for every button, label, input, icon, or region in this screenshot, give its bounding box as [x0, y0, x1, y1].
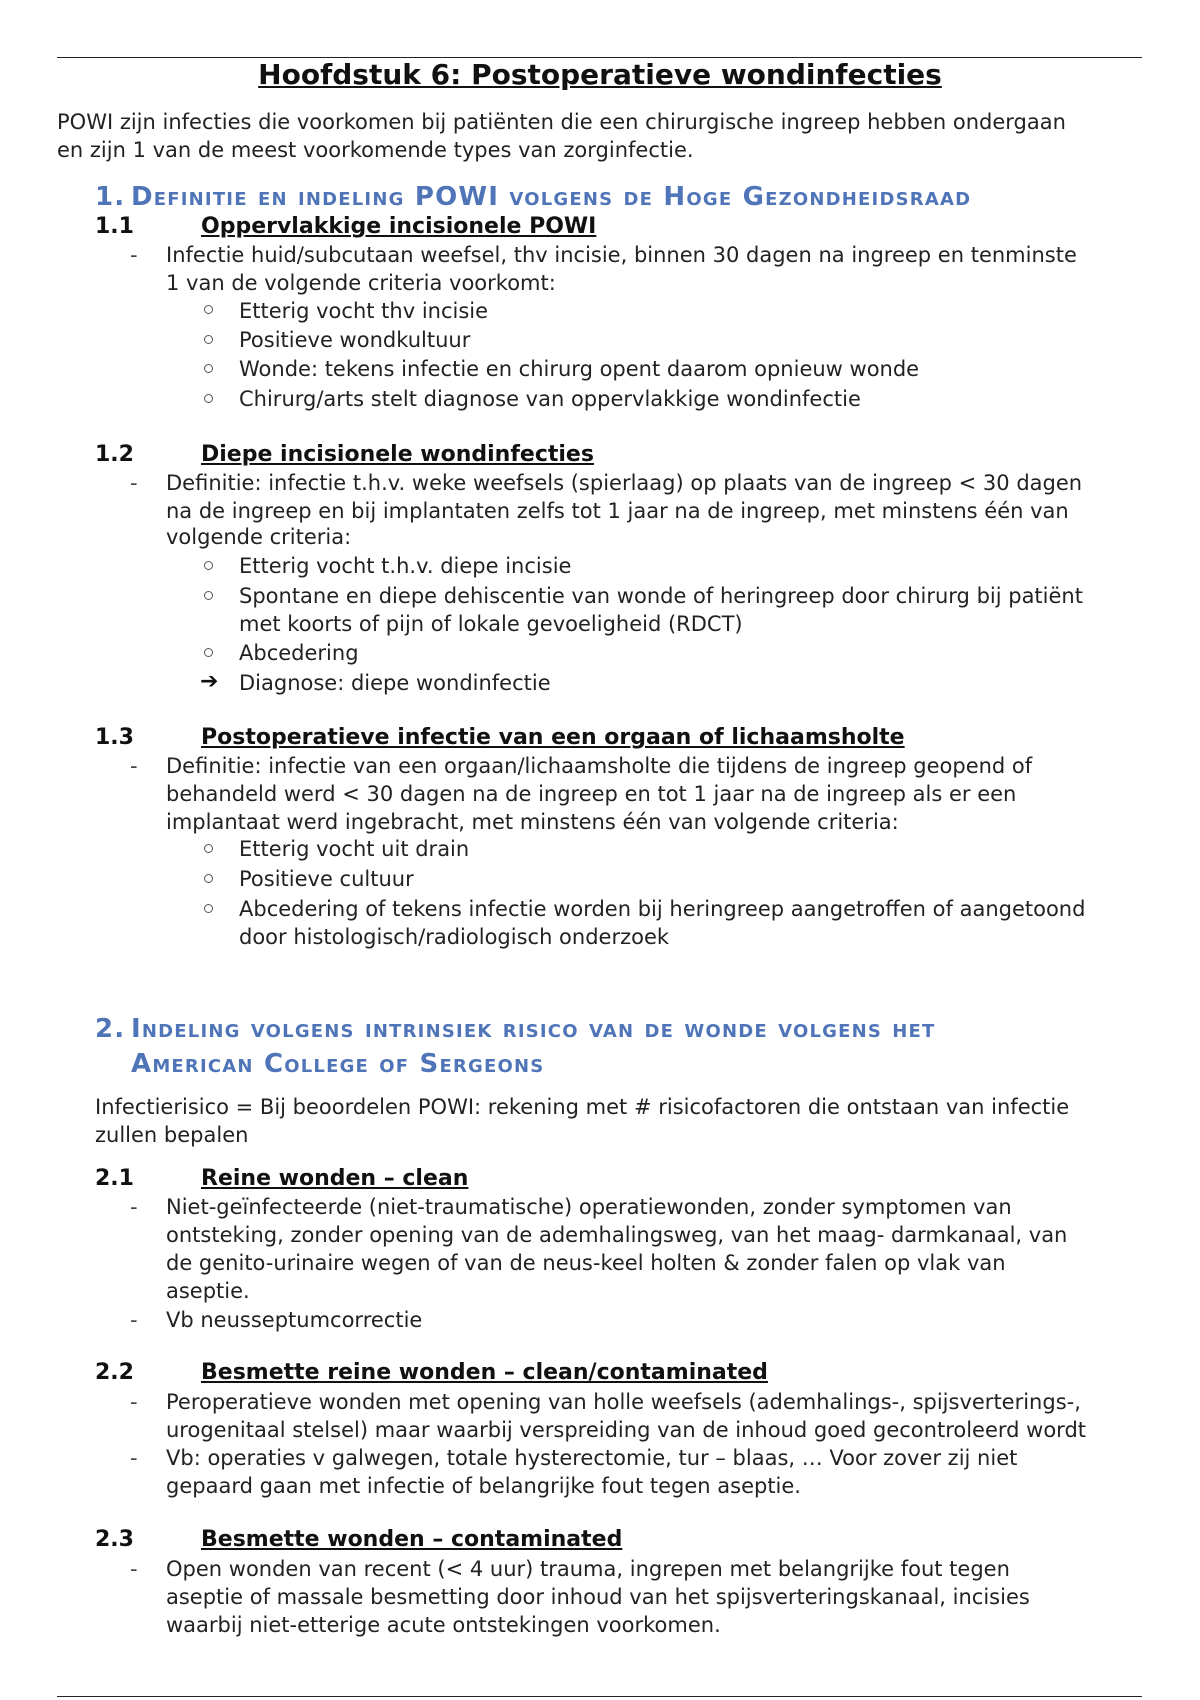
bullet-dash: - [130, 1308, 138, 1332]
subsection-1-2-diagnosis: Diagnose: diepe wondinfectie [239, 671, 551, 695]
subsection-1-2-bullet-line-3: volgende criteria: [166, 525, 352, 549]
subsection-1-3-bullet-line-2: behandeld werd < 30 dagen na de ingreep en tot 1 jaar na de ingreep als er een [166, 782, 1017, 806]
circle-bullet-icon [204, 844, 213, 853]
subsection-1-3-item-2: Positieve cultuur [239, 867, 414, 891]
circle-bullet-icon [204, 394, 213, 403]
circle-bullet-icon [204, 335, 213, 344]
circle-bullet-icon [204, 364, 213, 373]
subsection-1-3-item-3-line-2: door histologisch/radiologisch onderzoek [239, 925, 670, 949]
subsection-2-3-bullet-line-2: aseptie of massale besmetting door inhoud van het spijsverteringskanaal, incisies [166, 1585, 1030, 1609]
subsection-1-2-item-2-line-1: Spontane en diepe dehiscentie van wonde of heringreep door chirurg bij patiënt [239, 584, 1083, 608]
subsection-2-3-bullet-line-1: Open wonden van recent (< 4 uur) trauma, ingrepen met belangrijke fout tegen [166, 1557, 1010, 1581]
section-2-intro-line-2: zullen bepalen [95, 1123, 249, 1147]
circle-bullet-icon [204, 561, 213, 570]
section-2-title-line-2: American College of Sergeons [131, 1049, 545, 1079]
subsection-2-3-number: 2.3 [95, 1527, 134, 1552]
subsection-2-2-number: 2.2 [95, 1360, 134, 1385]
bullet-dash: - [130, 754, 138, 778]
subsection-2-2-bullet-1-line-2: urogenitaal stelsel) maar waarbij verspreiding van de inhoud goed gecontroleerd wordt [166, 1418, 1087, 1442]
subsection-1-2-number: 1.2 [95, 442, 134, 467]
subsection-1-2-item-2-line-2: met koorts of pijn of lokale gevoeligheid (RDCT) [239, 612, 743, 636]
bullet-dash: - [130, 243, 138, 267]
section-2-number: 2. [95, 1014, 126, 1044]
page-title: Hoofdstuk 6: Postoperatieve wondinfecties [258, 58, 942, 91]
section-1-number: 1. [95, 182, 126, 212]
subsection-2-2-bullet-2-line-2: gepaard gaan met infectie of belangrijke fout tegen aseptie. [166, 1474, 801, 1498]
subsection-1-3-title: Postoperatieve infectie van een orgaan of lichaamsholte [201, 725, 905, 750]
subsection-2-2-bullet-1-line-1: Peroperatieve wonden met opening van holle weefsels (ademhalings-, spijsverterings-, [166, 1390, 1081, 1414]
circle-bullet-icon [204, 591, 213, 600]
section-2-heading [95, 1012, 936, 1046]
subsection-1-3-bullet-line-3: implantaat werd ingebracht, met minstens één van volgende criteria: [166, 810, 899, 834]
subsection-1-2-heading [95, 441, 594, 469]
subsection-2-1-bullet-1-line-1: Niet-geïnfecteerde (niet-traumatische) operatiewonden, zonder symptomen van [166, 1195, 1012, 1219]
subsection-1-1-item-1: Etterig vocht thv incisie [239, 299, 489, 323]
subsection-1-2-bullet-line-2: na de ingreep en bij implantaten zelfs tot 1 jaar na de ingreep, met minstens één van [166, 499, 1069, 523]
subsection-1-1-number: 1.1 [95, 214, 134, 239]
subsection-2-1-bullet-1-line-3: de genito-urinaire wegen of van de neus-keel holten & zonder falen op vlak van [166, 1251, 1006, 1275]
subsection-1-1-item-4: Chirurg/arts stelt diagnose van oppervlakkige wondinfectie [239, 387, 861, 411]
bullet-dash: - [130, 1557, 138, 1581]
subsection-1-2-item-1: Etterig vocht t.h.v. diepe incisie [239, 554, 572, 578]
bullet-dash: - [130, 1390, 138, 1414]
circle-bullet-icon [204, 305, 213, 314]
intro-line-2: en zijn 1 van de meest voorkomende types van zorginfectie. [57, 138, 694, 162]
subsection-2-2-bullet-2-line-1: Vb: operaties v galwegen, totale hysterectomie, tur – blaas, … Voor zover zij niet [166, 1446, 1018, 1470]
subsection-1-3-item-3-line-1: Abcedering of tekens infectie worden bij heringreep aangetroffen of aangetoond [239, 897, 1086, 921]
bottom-rule [57, 1696, 1142, 1697]
bullet-dash: - [130, 1195, 138, 1219]
subsection-2-3-title: Besmette wonden – contaminated [201, 1527, 623, 1552]
subsection-1-1-heading [95, 213, 596, 241]
subsection-2-2-title: Besmette reine wonden – clean/contaminated [201, 1360, 768, 1385]
subsection-1-2-title: Diepe incisionele wondinfecties [201, 442, 594, 467]
subsection-1-1-title: Oppervlakkige incisionele POWI [201, 214, 597, 239]
section-2-intro-line-1: Infectierisico = Bij beoordelen POWI: rekening met # risicofactoren die ontstaan van infectie [95, 1095, 1070, 1119]
subsection-2-1-bullet-2: Vb neusseptumcorrectie [166, 1308, 423, 1332]
subsection-2-1-title: Reine wonden – clean [201, 1166, 469, 1191]
subsection-1-2-item-3: Abcedering [239, 641, 359, 665]
subsection-2-1-bullet-1-line-4: aseptie. [166, 1279, 250, 1303]
circle-bullet-icon [204, 874, 213, 883]
circle-bullet-icon [204, 904, 213, 913]
section-2-title-line-1: Indeling volgens intrinsiek risico van de wonde volgens het [131, 1014, 936, 1044]
subsection-1-3-item-1: Etterig vocht uit drain [239, 837, 470, 861]
subsection-2-1-number: 2.1 [95, 1166, 134, 1191]
section-1-heading [95, 180, 971, 214]
subsection-1-1-bullet-line-2: 1 van de volgende criteria voorkomt: [166, 271, 556, 295]
section-1-title: Definitie en indeling POWI volgens de Hoge Gezondheidsraad [131, 182, 972, 212]
subsection-1-3-bullet-line-1: Definitie: infectie van een orgaan/lichaamsholte die tijdens de ingreep geopend of [166, 754, 1033, 778]
arrow-right-icon: ➔ [200, 669, 219, 694]
subsection-1-3-number: 1.3 [95, 725, 134, 750]
subsection-1-3-heading [95, 724, 905, 752]
subsection-1-1-bullet-line-1: Infectie huid/subcutaan weefsel, thv incisie, binnen 30 dagen na ingreep en tenminste [166, 243, 1077, 267]
subsection-2-3-heading [95, 1526, 622, 1554]
circle-bullet-icon [204, 648, 213, 657]
intro-line-1: POWI zijn infecties die voorkomen bij patiënten die een chirurgische ingreep hebben ondergaan [57, 110, 1066, 134]
subsection-2-2-heading [95, 1359, 768, 1387]
subsection-2-1-heading [95, 1165, 468, 1193]
subsection-1-2-bullet-line-1: Definitie: infectie t.h.v. weke weefsels (spierlaag) op plaats van de ingreep < 30 dagen [166, 471, 1083, 495]
subsection-2-3-bullet-line-3: waarbij niet-etterige acute ontstekingen voorkomen. [166, 1613, 721, 1637]
subsection-1-1-item-3: Wonde: tekens infectie en chirurg opent daarom opnieuw wonde [239, 357, 920, 381]
subsection-2-1-bullet-1-line-2: ontsteking, zonder opening van de ademhalingsweg, van het maag- darmkanaal, van [166, 1223, 1068, 1247]
bullet-dash: - [130, 1446, 138, 1470]
bullet-dash: - [130, 471, 138, 495]
subsection-1-1-item-2: Positieve wondkultuur [239, 328, 471, 352]
